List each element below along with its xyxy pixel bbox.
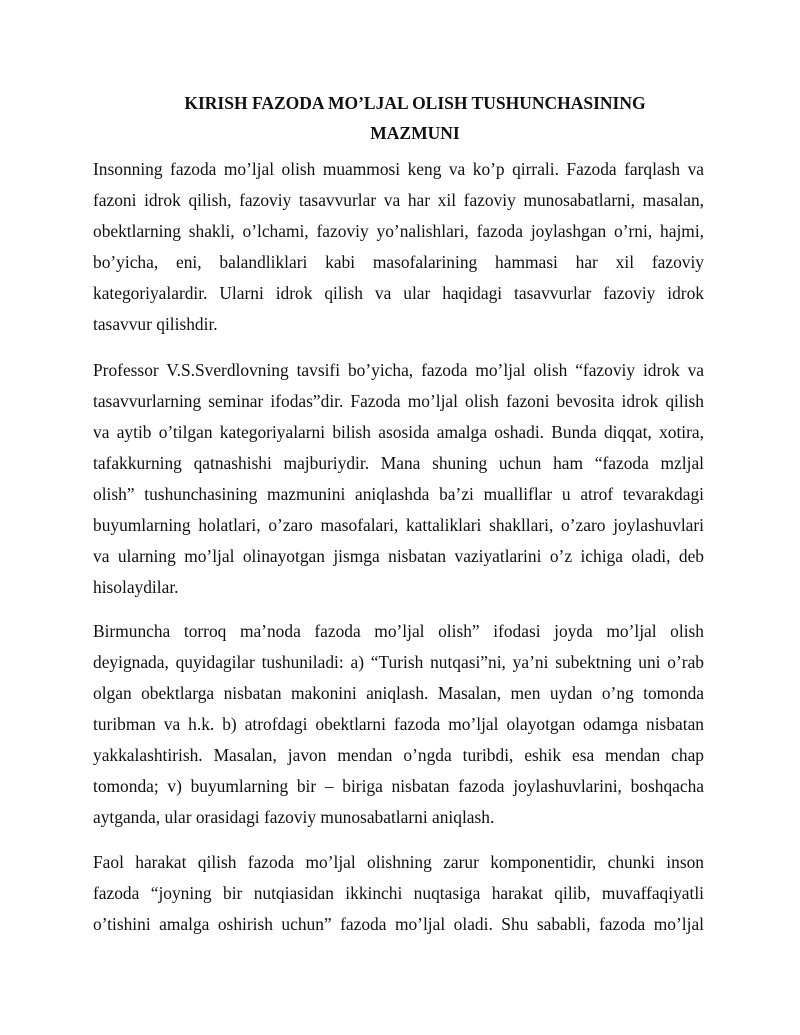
paragraph-line: va ularning mo’ljal olinayotgan jismga nisbatan vaziyatlarini o’z ichiga oladi, deb [93,546,704,566]
paragraph-line: tomonda; v) buyumlarning bir – biriga nisbatan fazoda joylashuvlarini, boshqacha [93,776,704,796]
paragraph-line: obektlarning shakli, o’lchami, fazoviy yo’nalishlari, fazoda joylashgan o’rni, hajmi, [93,221,704,241]
paragraph-line: deyignada, quyidagilar tushuniladi: a) “Turish nutqasi”ni, ya’ni subektning uni o’rab [93,652,704,672]
paragraph-line: Professor V.S.Sverdlovning tavsifi bo’yicha, fazoda mo’ljal olish “fazoviy idrok va [93,360,704,380]
paragraph-line: buyumlarning holatlari, o’zaro masofalari, kattaliklari shakllari, o’zaro joylashuvlari [93,515,704,535]
paragraph-line: bo’yicha, eni, balandliklari kabi masofalarining hammasi har xil fazoviy [93,252,704,272]
paragraph-line: olgan obektlarga nisbatan makonini aniqlash. Masalan, men uydan o’ng tomonda [93,683,704,703]
paragraph-line: Insonning fazoda mo’ljal olish muammosi keng va ko’p qirrali. Fazoda farqlash va [93,159,704,179]
paragraph-line: tafakkurning qatnashishi majburiydir. Mana shuning uchun ham “fazoda mzljal [93,453,704,473]
paragraph-line: fazoni idrok qilish, fazoviy tasavvurlar va har xil fazoviy munosabatlarni, masalan, [93,190,704,210]
paragraph-line: Birmuncha torroq ma’noda fazoda mo’ljal olish” ifodasi joyda mo’ljal olish [93,621,704,641]
paragraph-line: turibman va h.k. b) atrofdagi obektlarni fazoda mo’ljal olayotgan odamga nisbatan [93,714,704,734]
paragraph-line: va aytib o’tilgan kategoriyalarni bilish asosida amalga oshadi. Bunda diqqat, xotira, [93,422,704,442]
paragraph-line: yakkalashtirish. Masalan, javon mendan o’ngda turibdi, eshik esa mendan chap [93,745,704,765]
paragraph-line: kategoriyalardir. Ularni idrok qilish va ular haqidagi tasavvurlar fazoviy idrok [93,283,704,303]
paragraph-line: fazoda “joyning bir nutqiasidan ikkinchi nuqtasiga harakat qilib, muvaffaqiyatli [93,883,704,903]
paragraph-2 [93,355,704,603]
paragraph-1 [93,154,704,340]
document-heading [150,88,680,148]
paragraph-line: Faol harakat qilish fazoda mo’ljal olishning zarur komponentidir, chunki inson [93,852,704,872]
paragraph-line: o’tishini amalga oshirish uchun” fazoda mo’ljal oladi. Shu sababli, fazoda mo’ljal [93,914,704,934]
paragraph-3 [93,616,704,833]
paragraph-line: aytganda, ular orasidagi fazoviy munosabatlarni aniqlash. [93,807,495,827]
paragraph-4 [93,847,704,940]
heading-line-2: MAZMUNI [370,123,460,143]
paragraph-line: tasavvur qilishdir. [93,314,218,334]
paragraph-line: hisolaydilar. [93,577,179,597]
heading-line-1: KIRISH FAZODA MO’LJAL OLISH TUSHUNCHASINING [184,93,646,113]
paragraph-line: tasavvurlarning seminar ifodas”dir. Fazoda mo’ljal olish fazoni bevosita idrok qilish [93,391,704,411]
paragraph-line: olish” tushunchasining mazmunini aniqlashda ba’zi mualliflar u atrof tevarakdagi [93,484,704,504]
